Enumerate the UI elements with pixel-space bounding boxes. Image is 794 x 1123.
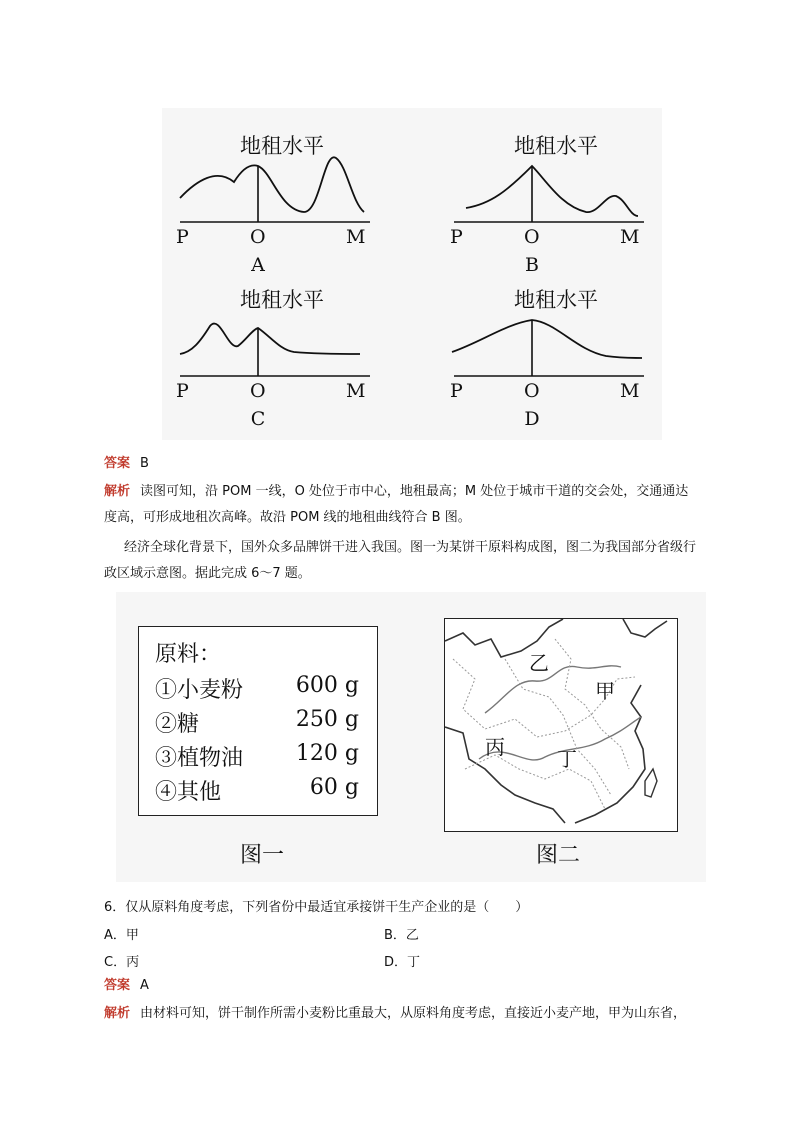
panel-a-o: O [250, 226, 266, 248]
recipe-item [155, 673, 365, 704]
intro-line-1: 经济全球化背景下，国外众多品牌饼干进入我国。图一为某饼干原料构成图，图二为我国部分省级行 [124, 540, 697, 555]
province-map [444, 618, 678, 832]
answer-1 [104, 452, 149, 476]
analysis-2-line [104, 1002, 686, 1026]
panel-c-letter: C [250, 408, 266, 430]
panel-d-o: O [524, 380, 540, 402]
panel-d-graph [446, 284, 666, 424]
option-b[interactable]: B．乙 [384, 928, 419, 943]
recipe-item-name: ②糖 [155, 712, 200, 737]
recipe-item-amount: 120 g [295, 741, 359, 766]
recipe-item-amount: 60 g [309, 775, 359, 800]
map-outline [445, 619, 677, 831]
map-label-jia: 甲 [595, 679, 615, 703]
analysis-1-line-2: 度高，可形成地租次高峰。故沿 POM 线的地租曲线符合 B 图。 [104, 510, 471, 525]
analysis-1-text-1: 读图可知，沿 POM 一线，O 处位于市中心，地租最高；M 处位于城市干道的交会处，交通通达 [140, 484, 689, 499]
panel-d [446, 284, 666, 430]
map-label-ding: 丁 [557, 747, 577, 771]
intro-line-2: 政区域示意图。据此完成 6～7 题。 [104, 566, 311, 581]
panel-d-p: P [450, 380, 463, 402]
recipe-item-name: ③植物油 [155, 746, 244, 771]
option-a[interactable]: A．甲 [104, 928, 139, 943]
panel-b-p: P [450, 226, 463, 248]
question-6-stem: 6．仅从原料角度考虑，下列省份中最适宜承接饼干生产企业的是（ ） [104, 900, 529, 915]
recipe-item [155, 707, 365, 738]
panel-a-title: 地租水平 [240, 134, 324, 158]
recipe-item-name: ①小麦粉 [155, 678, 244, 703]
panel-b-letter: B [525, 254, 539, 276]
answer-2 [104, 974, 149, 998]
panel-b-o: O [524, 226, 540, 248]
panel-d-letter: D [524, 408, 540, 430]
recipe-item [155, 775, 365, 806]
recipe-item-name: ④其他 [155, 780, 222, 805]
panel-a-letter: A [251, 254, 265, 276]
panel-c-m: M [346, 380, 366, 402]
panel-c-o: O [250, 380, 266, 402]
analysis-2-text: 由材料可知，饼干制作所需小麦粉比重最大，从原料角度考虑，直接近小麦产地，甲为山东省， [140, 1006, 687, 1021]
panel-b-m: M [620, 226, 640, 248]
panel-d-title: 地租水平 [514, 288, 598, 312]
recipe-item-amount: 250 g [295, 707, 359, 732]
biscuit-figure [116, 592, 706, 882]
figure-1-caption: 图一 [240, 843, 285, 868]
map-label-yi: 乙 [529, 651, 549, 675]
option-c[interactable]: C．丙 [104, 955, 140, 970]
rent-curve-figure [162, 108, 662, 440]
answer-1-value: B [140, 456, 149, 471]
figure-2-caption: 图二 [536, 843, 581, 868]
answer-1-label: 答案 [104, 456, 131, 471]
recipe-item [155, 741, 365, 772]
analysis-2-label: 解析 [104, 1006, 131, 1021]
panel-c-graph [172, 284, 392, 424]
answer-2-value: A [140, 978, 149, 993]
panel-a [172, 130, 392, 276]
panel-c-p: P [176, 380, 189, 402]
panel-b [446, 130, 666, 276]
map-label-bing: 丙 [485, 735, 505, 759]
panel-d-m: M [620, 380, 640, 402]
panel-b-title: 地租水平 [514, 134, 598, 158]
panel-c [172, 284, 392, 430]
panel-a-graph [172, 130, 392, 270]
recipe-title: 原料： [155, 642, 222, 667]
option-d[interactable]: D．丁 [384, 955, 421, 970]
recipe-box [138, 626, 378, 816]
panel-a-m: M [346, 226, 366, 248]
analysis-1-label: 解析 [104, 484, 131, 499]
answer-2-label: 答案 [104, 978, 131, 993]
panel-b-graph [446, 130, 666, 270]
panel-c-title: 地租水平 [240, 288, 324, 312]
recipe-item-amount: 600 g [295, 673, 359, 698]
panel-a-p: P [176, 226, 189, 248]
analysis-1-line-1 [104, 480, 688, 504]
